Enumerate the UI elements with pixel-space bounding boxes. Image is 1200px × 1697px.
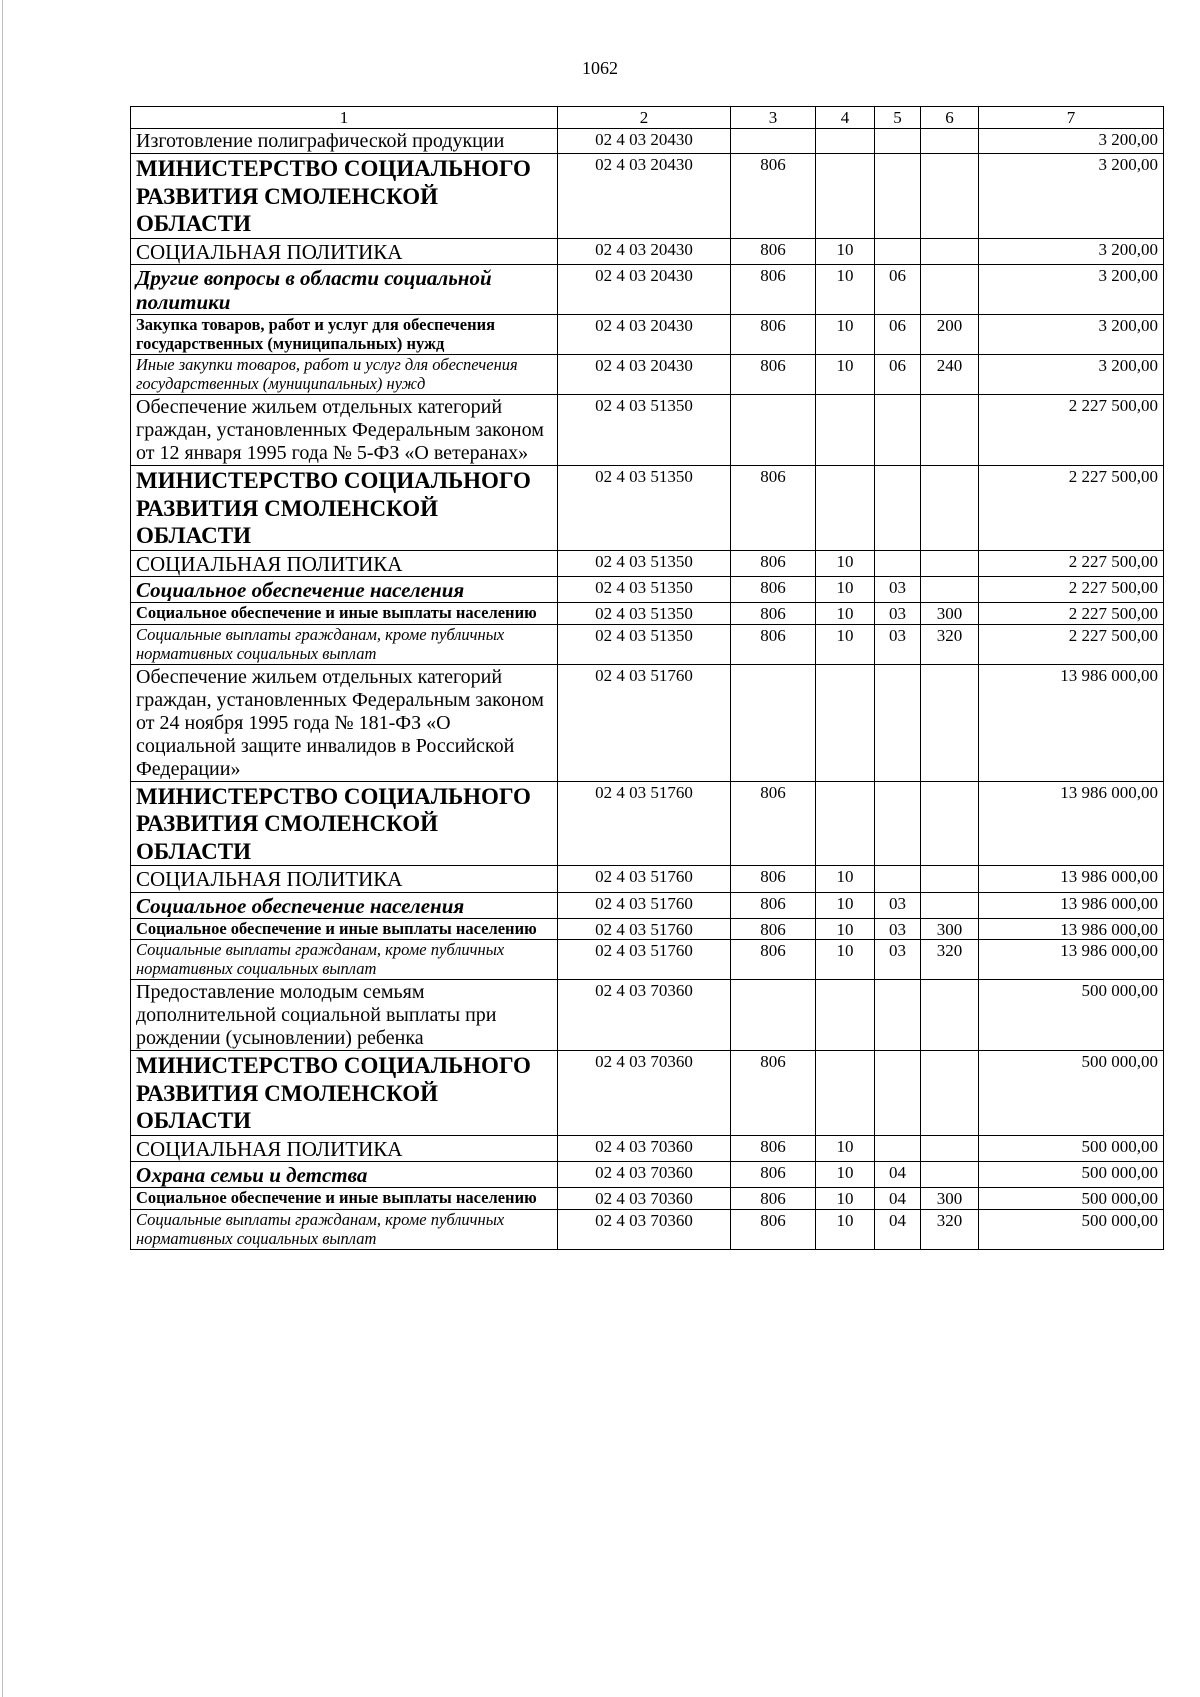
row-expense-type-code: 320	[921, 1209, 979, 1249]
row-target-article: 02 4 03 51760	[558, 918, 731, 940]
row-ministry-code: 806	[731, 466, 816, 551]
row-amount: 3 200,00	[979, 355, 1164, 395]
row-amount: 3 200,00	[979, 315, 1164, 355]
row-target-article: 02 4 03 70360	[558, 1051, 731, 1136]
row-name: Социальное обеспечение и иные выплаты населению	[131, 918, 558, 940]
row-name: Предоставление молодым семьям дополнительной социальной выплаты при рождении (усыновлении) ребенка	[131, 980, 558, 1051]
row-expense-type-code	[921, 577, 979, 603]
row-expense-type-code	[921, 980, 979, 1051]
column-number-razdel: 4	[816, 107, 875, 129]
row-section-code: 10	[816, 624, 875, 664]
row-expense-type-code	[921, 264, 979, 314]
row-name: МИНИСТЕРСТВО СОЦИАЛЬНОГО РАЗВИТИЯ СМОЛЕНСКОЙ ОБЛАСТИ	[131, 1051, 558, 1136]
row-amount: 500 000,00	[979, 1162, 1164, 1188]
row-amount: 2 227 500,00	[979, 603, 1164, 625]
row-ministry-code: 806	[731, 892, 816, 918]
table-row	[131, 355, 1164, 395]
row-section-code: 10	[816, 264, 875, 314]
row-section-code: 10	[816, 603, 875, 625]
column-number-podrazdel: 5	[875, 107, 921, 129]
row-subsection-code	[875, 466, 921, 551]
row-section-code: 10	[816, 1209, 875, 1249]
row-subsection-code: 03	[875, 892, 921, 918]
table-row	[131, 315, 1164, 355]
column-number-sum: 7	[979, 107, 1164, 129]
row-name: СОЦИАЛЬНАЯ ПОЛИТИКА	[131, 1135, 558, 1161]
row-name: Изготовление полиграфической продукции	[131, 129, 558, 154]
page-number: 1062	[582, 58, 618, 78]
row-subsection-code	[875, 866, 921, 892]
table-row	[131, 866, 1164, 892]
row-section-code: 10	[816, 238, 875, 264]
row-expense-type-code: 300	[921, 1188, 979, 1210]
row-subsection-code	[875, 781, 921, 866]
row-expense-type-code: 300	[921, 918, 979, 940]
row-ministry-code: 806	[731, 1188, 816, 1210]
row-section-code: 10	[816, 1188, 875, 1210]
row-ministry-code: 806	[731, 866, 816, 892]
row-subsection-code: 03	[875, 603, 921, 625]
row-section-code: 10	[816, 866, 875, 892]
row-amount: 13 986 000,00	[979, 918, 1164, 940]
row-section-code: 10	[816, 1135, 875, 1161]
row-ministry-code: 806	[731, 940, 816, 980]
row-amount: 13 986 000,00	[979, 664, 1164, 781]
row-name: Социальное обеспечение и иные выплаты населению	[131, 1188, 558, 1210]
table-row	[131, 940, 1164, 980]
table-row	[131, 550, 1164, 576]
table-row	[131, 1051, 1164, 1136]
table-row	[131, 603, 1164, 625]
row-subsection-code: 04	[875, 1188, 921, 1210]
row-ministry-code: 806	[731, 577, 816, 603]
column-number-vr: 6	[921, 107, 979, 129]
row-section-code: 10	[816, 940, 875, 980]
budget-table	[130, 106, 1164, 1250]
row-target-article: 02 4 03 70360	[558, 1162, 731, 1188]
row-amount: 500 000,00	[979, 980, 1164, 1051]
row-target-article: 02 4 03 51760	[558, 664, 731, 781]
row-section-code	[816, 129, 875, 154]
row-expense-type-code: 320	[921, 624, 979, 664]
row-name: Социальное обеспечение населения	[131, 577, 558, 603]
row-amount: 2 227 500,00	[979, 550, 1164, 576]
row-expense-type-code: 300	[921, 603, 979, 625]
row-ministry-code: 806	[731, 154, 816, 239]
row-subsection-code	[875, 154, 921, 239]
row-target-article: 02 4 03 20430	[558, 355, 731, 395]
row-section-code	[816, 664, 875, 781]
row-name: Социальные выплаты гражданам, кроме публичных нормативных социальных выплат	[131, 624, 558, 664]
table-row	[131, 264, 1164, 314]
row-name: СОЦИАЛЬНАЯ ПОЛИТИКА	[131, 866, 558, 892]
table-row	[131, 1135, 1164, 1161]
row-amount: 500 000,00	[979, 1209, 1164, 1249]
row-target-article: 02 4 03 51760	[558, 866, 731, 892]
row-name: Социальные выплаты гражданам, кроме публичных нормативных социальных выплат	[131, 940, 558, 980]
row-target-article: 02 4 03 20430	[558, 154, 731, 239]
row-ministry-code: 806	[731, 315, 816, 355]
row-subsection-code: 03	[875, 624, 921, 664]
row-ministry-code	[731, 980, 816, 1051]
row-expense-type-code	[921, 664, 979, 781]
column-number-grbs: 3	[731, 107, 816, 129]
table-row	[131, 892, 1164, 918]
row-expense-type-code: 320	[921, 940, 979, 980]
row-target-article: 02 4 03 51350	[558, 395, 731, 466]
table-row	[131, 238, 1164, 264]
row-target-article: 02 4 03 51760	[558, 892, 731, 918]
row-name: Другие вопросы в области социальной политики	[131, 264, 558, 314]
row-amount: 500 000,00	[979, 1051, 1164, 1136]
table-row	[131, 1209, 1164, 1249]
row-section-code	[816, 395, 875, 466]
row-subsection-code: 03	[875, 940, 921, 980]
row-expense-type-code	[921, 466, 979, 551]
row-amount: 13 986 000,00	[979, 892, 1164, 918]
row-target-article: 02 4 03 70360	[558, 1135, 731, 1161]
row-subsection-code	[875, 1051, 921, 1136]
row-name: Социальные выплаты гражданам, кроме публичных нормативных социальных выплат	[131, 1209, 558, 1249]
row-expense-type-code	[921, 395, 979, 466]
row-section-code	[816, 781, 875, 866]
table-row	[131, 577, 1164, 603]
row-name: Социальное обеспечение населения	[131, 892, 558, 918]
row-name: СОЦИАЛЬНАЯ ПОЛИТИКА	[131, 550, 558, 576]
row-amount: 2 227 500,00	[979, 466, 1164, 551]
table-row	[131, 154, 1164, 239]
row-ministry-code: 806	[731, 1162, 816, 1188]
row-section-code: 10	[816, 315, 875, 355]
row-expense-type-code	[921, 1051, 979, 1136]
row-amount: 2 227 500,00	[979, 577, 1164, 603]
row-amount: 2 227 500,00	[979, 395, 1164, 466]
row-subsection-code	[875, 238, 921, 264]
row-section-code: 10	[816, 892, 875, 918]
row-expense-type-code	[921, 866, 979, 892]
table-row	[131, 1188, 1164, 1210]
row-amount: 13 986 000,00	[979, 781, 1164, 866]
row-subsection-code	[875, 550, 921, 576]
row-target-article: 02 4 03 51760	[558, 781, 731, 866]
row-name: Обеспечение жильем отдельных категорий граждан, установленных Федеральным законом от 24 ноября 1995 года № 181-ФЗ «О социальной защите инвалидов в Российской Федерации»	[131, 664, 558, 781]
row-subsection-code: 04	[875, 1209, 921, 1249]
row-section-code	[816, 980, 875, 1051]
row-amount: 13 986 000,00	[979, 940, 1164, 980]
row-subsection-code	[875, 1135, 921, 1161]
table-row	[131, 466, 1164, 551]
row-expense-type-code	[921, 892, 979, 918]
row-expense-type-code: 200	[921, 315, 979, 355]
row-name: Обеспечение жильем отдельных категорий граждан, установленных Федеральным законом от 12 января 1995 года № 5-ФЗ «О ветеранах»	[131, 395, 558, 466]
row-expense-type-code	[921, 1135, 979, 1161]
row-section-code	[816, 1051, 875, 1136]
table-body	[131, 129, 1164, 1250]
row-subsection-code: 06	[875, 315, 921, 355]
row-name: Охрана семьи и детства	[131, 1162, 558, 1188]
row-name: Иные закупки товаров, работ и услуг для обеспечения государственных (муниципальных) нужд	[131, 355, 558, 395]
row-name: МИНИСТЕРСТВО СОЦИАЛЬНОГО РАЗВИТИЯ СМОЛЕНСКОЙ ОБЛАСТИ	[131, 154, 558, 239]
row-expense-type-code	[921, 154, 979, 239]
column-number-name: 1	[131, 107, 558, 129]
row-subsection-code	[875, 664, 921, 781]
row-section-code	[816, 154, 875, 239]
row-target-article: 02 4 03 70360	[558, 980, 731, 1051]
row-amount: 3 200,00	[979, 238, 1164, 264]
row-name: МИНИСТЕРСТВО СОЦИАЛЬНОГО РАЗВИТИЯ СМОЛЕНСКОЙ ОБЛАСТИ	[131, 466, 558, 551]
row-ministry-code: 806	[731, 1051, 816, 1136]
row-target-article: 02 4 03 51760	[558, 940, 731, 980]
row-target-article: 02 4 03 20430	[558, 238, 731, 264]
row-subsection-code: 03	[875, 577, 921, 603]
row-ministry-code: 806	[731, 1135, 816, 1161]
row-name: СОЦИАЛЬНАЯ ПОЛИТИКА	[131, 238, 558, 264]
row-target-article: 02 4 03 70360	[558, 1188, 731, 1210]
column-number-row	[131, 107, 1164, 129]
row-section-code	[816, 466, 875, 551]
row-expense-type-code	[921, 781, 979, 866]
row-section-code: 10	[816, 577, 875, 603]
row-section-code: 10	[816, 918, 875, 940]
row-ministry-code	[731, 395, 816, 466]
row-target-article: 02 4 03 51350	[558, 603, 731, 625]
row-expense-type-code	[921, 129, 979, 154]
row-name: МИНИСТЕРСТВО СОЦИАЛЬНОГО РАЗВИТИЯ СМОЛЕНСКОЙ ОБЛАСТИ	[131, 781, 558, 866]
row-expense-type-code: 240	[921, 355, 979, 395]
row-section-code: 10	[816, 355, 875, 395]
row-ministry-code: 806	[731, 781, 816, 866]
scan-edge-line	[2, 0, 3, 1697]
table-row	[131, 980, 1164, 1051]
table-row	[131, 664, 1164, 781]
row-ministry-code: 806	[731, 1209, 816, 1249]
row-name: Закупка товаров, работ и услуг для обеспечения государственных (муниципальных) нужд	[131, 315, 558, 355]
row-amount: 500 000,00	[979, 1188, 1164, 1210]
table-row	[131, 624, 1164, 664]
row-amount: 2 227 500,00	[979, 624, 1164, 664]
row-expense-type-code	[921, 238, 979, 264]
row-ministry-code: 806	[731, 238, 816, 264]
row-section-code: 10	[816, 550, 875, 576]
row-expense-type-code	[921, 1162, 979, 1188]
row-amount: 3 200,00	[979, 154, 1164, 239]
column-number-csr: 2	[558, 107, 731, 129]
row-subsection-code: 06	[875, 264, 921, 314]
row-subsection-code	[875, 980, 921, 1051]
row-amount: 500 000,00	[979, 1135, 1164, 1161]
row-subsection-code: 04	[875, 1162, 921, 1188]
row-ministry-code: 806	[731, 550, 816, 576]
row-ministry-code	[731, 129, 816, 154]
row-ministry-code: 806	[731, 264, 816, 314]
table-row	[131, 395, 1164, 466]
row-subsection-code: 06	[875, 355, 921, 395]
row-ministry-code: 806	[731, 603, 816, 625]
table-row	[131, 918, 1164, 940]
row-name: Социальное обеспечение и иные выплаты населению	[131, 603, 558, 625]
row-ministry-code: 806	[731, 355, 816, 395]
row-target-article: 02 4 03 51350	[558, 466, 731, 551]
row-target-article: 02 4 03 70360	[558, 1209, 731, 1249]
row-target-article: 02 4 03 20430	[558, 264, 731, 314]
row-subsection-code	[875, 395, 921, 466]
row-amount: 13 986 000,00	[979, 866, 1164, 892]
row-amount: 3 200,00	[979, 264, 1164, 314]
row-section-code: 10	[816, 1162, 875, 1188]
row-target-article: 02 4 03 51350	[558, 624, 731, 664]
row-amount: 3 200,00	[979, 129, 1164, 154]
row-subsection-code: 03	[875, 918, 921, 940]
table-row	[131, 1162, 1164, 1188]
row-expense-type-code	[921, 550, 979, 576]
row-target-article: 02 4 03 51350	[558, 577, 731, 603]
table-row	[131, 781, 1164, 866]
row-ministry-code: 806	[731, 918, 816, 940]
row-target-article: 02 4 03 20430	[558, 129, 731, 154]
row-target-article: 02 4 03 51350	[558, 550, 731, 576]
row-subsection-code	[875, 129, 921, 154]
row-ministry-code: 806	[731, 624, 816, 664]
row-ministry-code	[731, 664, 816, 781]
row-target-article: 02 4 03 20430	[558, 315, 731, 355]
table-row	[131, 129, 1164, 154]
